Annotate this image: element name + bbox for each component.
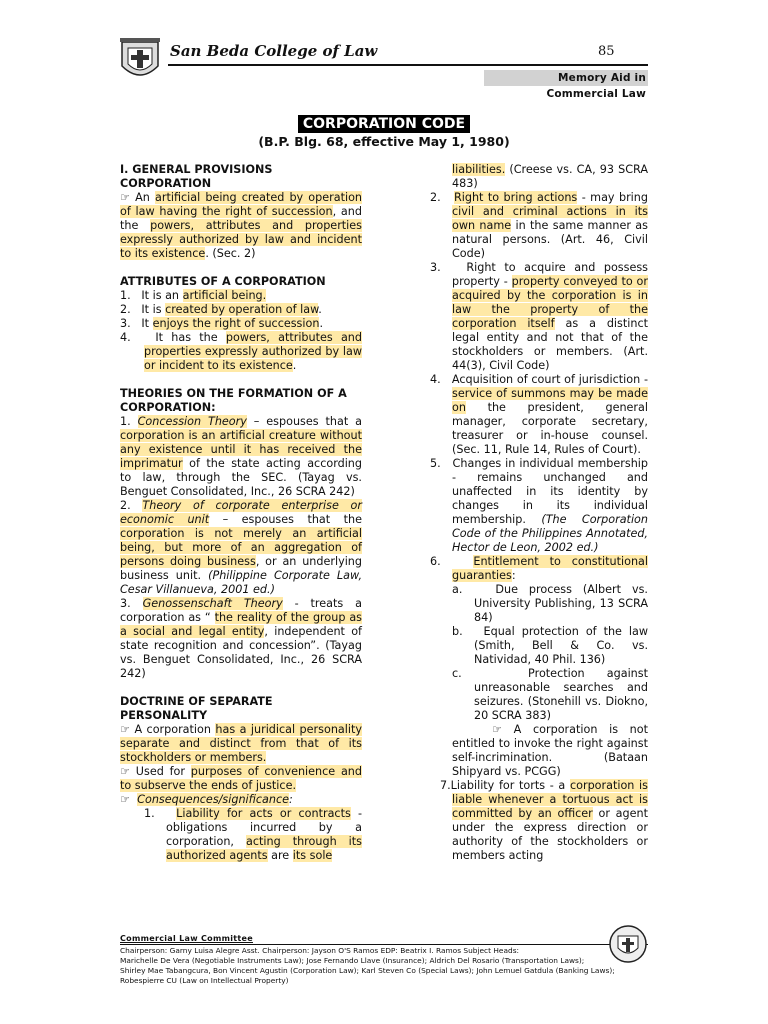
page-number: 85 — [598, 44, 615, 59]
list-item: 4. It has the powers, attributes and properties expressly authorized by law or incident to its existence. — [120, 331, 362, 372]
footer-committee: Commercial Law Committee — [120, 934, 253, 943]
list-item: 1. Liability for acts or contracts - obligations incurred by a corporation, acting through its authorized agents are its sole — [144, 807, 363, 862]
attributes-heading: ATTRIBUTES OF A CORPORATION — [120, 275, 326, 288]
list-item: 2. It is created by operation of law. — [120, 303, 322, 316]
list-item: 7.Liability for torts - a corporation is liable whenever a tortuous act is committed by an officer or agent under the express direction or authority of the stockholders or members acting — [440, 779, 649, 862]
list-item: 3. It enjoys the right of succession. — [120, 317, 323, 330]
list-item-cont: liabilities. (Creese vs. CA, 93 SCRA 483) — [452, 163, 648, 190]
list-item: 5. Changes in individual membership - remains unchanged and unaffected in its identity by changes in its individual membership. (The Corporation Code of the Philippines Annotated, Hector de Leon, 2002 ed.) — [430, 457, 648, 554]
theories-heading-cont: CORPORATION: — [120, 401, 216, 414]
header-rule — [168, 64, 648, 66]
school-name: San Beda College of Law — [170, 42, 378, 60]
theory-genossenschaft: 3. Genossenschaft Theory - treats a corporation as “ the reality of the group as a social and legal entity, independent of state recognition and concession”. (Tayag vs. Benguet Consolidated, Inc., 26 SCRA 242) — [120, 597, 363, 680]
doctrine-paragraph: ☞ A corporation has a juridical personality separate and distinct from that of its stockholders or members. — [120, 723, 362, 764]
sub-list-item: a. Due process (Albert vs. University Publishing, 13 SCRA 84) — [452, 583, 648, 624]
page-subtitle: (B.P. Blg. 68, effective May 1, 1980) — [258, 134, 510, 149]
footer — [120, 934, 616, 986]
definition-paragraph: ☞ An artificial being created by operation of law having the right of succession, and the powers, attributes and properties expressly authorized by law and incident to its existence. (Sec. 2) — [120, 191, 362, 260]
list-item: 6. Entitlement to constitutional guaranties: — [430, 555, 648, 582]
sub-list-item: c. Protection against unreasonable searches and seizures. (Stonehill vs. Diokno, 20 SCRA 383) — [452, 667, 648, 722]
doctrine-heading: DOCTRINE OF SEPARATE PERSONALITY — [120, 695, 273, 722]
subsection-heading: CORPORATION — [120, 177, 212, 190]
right-column — [430, 163, 648, 863]
footer-line: Marichelle De Vera (Negotiable Instruments Law); Jose Fernando Llave (Insurance); Aldrich Del Rosario (Transportation Laws); — [120, 956, 585, 965]
memory-aid-label: Memory Aid in Commercial Law — [484, 70, 648, 86]
sub-list-item: b. Equal protection of the law (Smith, Bell & Co. vs. Natividad, 40 Phil. 136) — [452, 625, 648, 666]
theory-concession: 1. Concession Theory – espouses that a corporation is an artificial creature without any existence until it has received the imprimatur of the state acting according to law, through the SEC. (Tayag vs. Benguet Consolidated, Inc., 26 SCRA 242) — [120, 415, 362, 498]
note-paragraph: ☞ A corporation is not entitled to invoke the right against self-incrimination. (Bataan Shipyard vs. PCGG) — [452, 723, 648, 778]
left-column — [120, 163, 362, 863]
footer-rule — [120, 944, 648, 945]
committee-seal-icon — [608, 924, 648, 964]
consequences-label: ☞ Consequences/significance: — [120, 793, 293, 806]
list-item: 1. It is an artificial being. — [120, 289, 267, 302]
theory-enterprise: 2. Theory of corporate enterprise or economic unit – espouses that the corporation is not merely an artificial being, but more of an aggregation of persons doing business, or an underlying business unit. (Philippine Corporate Law, Cesar Villanueva, 2001 ed.) — [120, 499, 362, 596]
section-heading: I. GENERAL PROVISIONS — [120, 163, 273, 176]
footer-line: Chairperson: Garny Luisa Alegre Asst. Chairperson: Jayson O'S Ramos EDP: Beatrix I. Ramos Subject Heads: — [120, 946, 520, 955]
doctrine-paragraph: ☞ Used for purposes of convenience and to subserve the ends of justice. — [120, 765, 362, 792]
list-item: 2. Right to bring actions - may bring civil and criminal actions in its own name in the same manner as natural persons. (Art. 46, Civil Code) — [430, 191, 648, 260]
list-item: 3. Right to acquire and possess property - property conveyed to or acquired by the corporation is in law the property of the corporation itself as a distinct legal entity and not that of the stockholders or members. (Art. 44(3), Civil Code) — [430, 261, 648, 372]
school-seal-icon — [118, 36, 162, 84]
page-title: CORPORATION CODE — [298, 115, 470, 133]
footer-line: Shirley Mae Tabangcura, Bon Vincent Agustin (Corporation Law); Karl Steven Co (Special Laws); John Lemuel Gatdula (Banking Laws); — [120, 966, 615, 975]
list-item: 4. Acquisition of court of jurisdiction - service of summons may be made on the president, general manager, corporate secretary, treasurer or in-house counsel. (Sec. 11, Rule 14, Rules of Court). — [430, 373, 648, 456]
footer-line: Robespierre CU (Law on Intellectual Property) — [120, 976, 289, 985]
theories-heading: THEORIES ON THE FORMATION OF A — [120, 387, 347, 400]
